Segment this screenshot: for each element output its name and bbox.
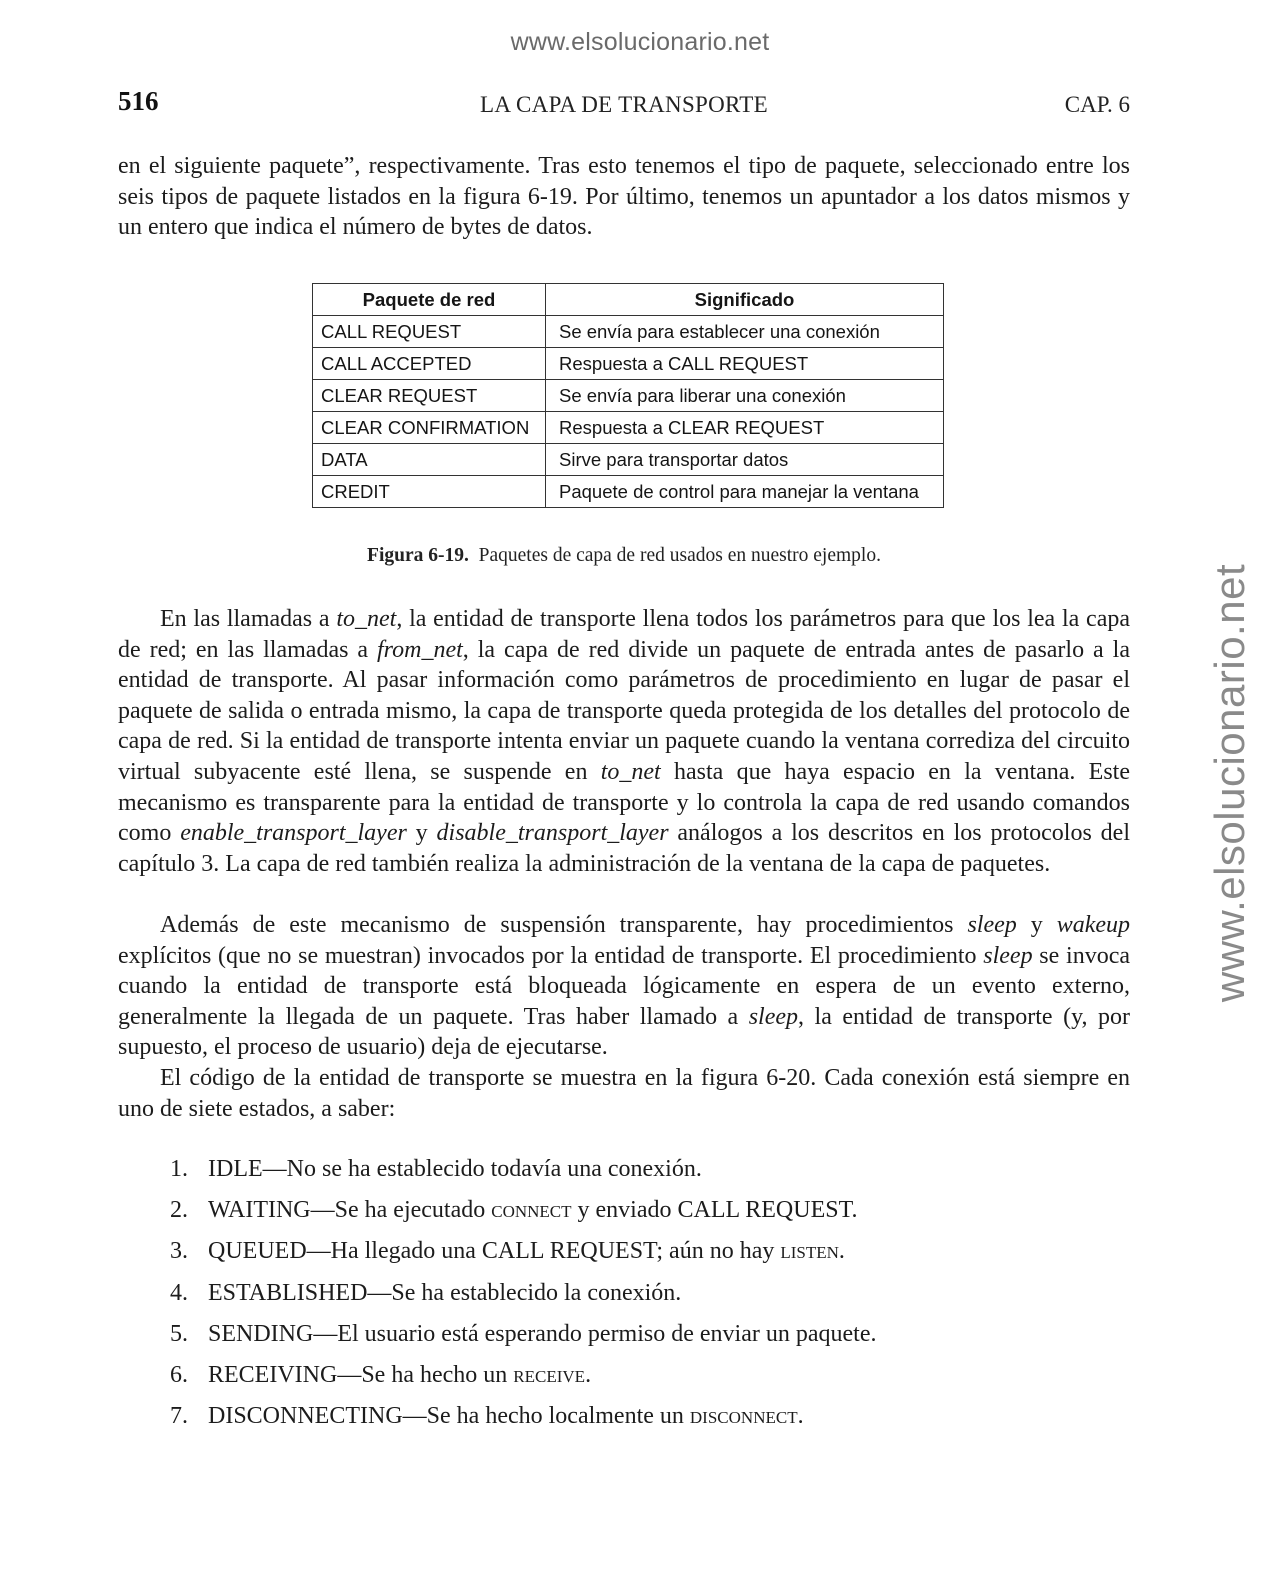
body-paragraph-1	[118, 604, 1130, 879]
text-run: SENDING—El usuario está esperando permiso de enviar un paquete.	[208, 1320, 877, 1347]
table-cell-packet: CLEAR CONFIRMATION	[313, 412, 546, 444]
table-cell-meaning: Se envía para establecer una conexión	[546, 316, 944, 348]
body-paragraph-3: El código de la entidad de transporte se muestra en la figura 6-20. Cada conexión está siempre en uno de siete estados, a saber:	[118, 1065, 1130, 1122]
list-number: 7.	[170, 1403, 188, 1430]
list-number: 5.	[170, 1320, 188, 1347]
text-run: ESTABLISHED—Se ha establecido la conexión.	[208, 1279, 682, 1306]
list-number: 6.	[170, 1361, 188, 1388]
table-header-cell: Significado	[546, 284, 944, 316]
running-title: LA CAPA DE TRANSPORTE	[479, 92, 769, 117]
list-item	[170, 1278, 876, 1319]
figure-label: Figura 6-19.	[367, 545, 469, 566]
list-item	[170, 1195, 876, 1236]
text-run: QUEUED—Ha llegado una CALL REQUEST; aún no hay	[208, 1238, 781, 1265]
packet-table-container	[312, 283, 944, 508]
list-item	[170, 1319, 876, 1360]
small-caps-term: connect	[491, 1197, 572, 1224]
list-item	[170, 1360, 876, 1401]
table-row	[313, 316, 944, 348]
text-run: análogos a los descritos en los protocolos del capítulo 3. La capa de red también realiza la administración de la ventana de la capa de paquetes.	[118, 820, 1130, 877]
table-row	[313, 380, 944, 412]
text-run: , la entidad de transporte (y, por supuesto, el proceso de usuario) deja de ejecutarse.	[118, 1003, 1130, 1061]
code-term: from_net	[377, 636, 463, 663]
page-number: 516	[118, 86, 159, 116]
table-cell-meaning: Paquete de control para manejar la ventana	[546, 476, 944, 508]
chapter-label: CAP. 6	[1064, 92, 1130, 117]
code-term: sleep	[748, 1003, 799, 1030]
text-run: RECEIVING—Se ha hecho un	[208, 1361, 514, 1388]
table-cell-packet: DATA	[313, 444, 546, 476]
text-run: IDLE—No se ha establecido todavía una conexión.	[208, 1156, 702, 1182]
text-run: y	[1016, 912, 1057, 938]
packet-table	[312, 283, 944, 508]
table-header-row	[313, 284, 944, 316]
intro-paragraph: en el siguiente paquete”, respectivamente. Tras esto tenemos el tipo de paquete, seleccionado entre los seis tipos de paquete listados en la figura 6-19. Por último, tenemos un apuntador a los datos mismos y un entero que indica el número de bytes de datos.	[118, 153, 1130, 241]
table-row	[313, 444, 944, 476]
code-term: to_net	[600, 758, 661, 785]
small-caps-term: disconnect	[689, 1403, 798, 1430]
table-cell-packet: CREDIT	[313, 476, 546, 508]
table-cell-meaning: Respuesta a CALL REQUEST	[546, 348, 944, 380]
table-cell-packet: CLEAR REQUEST	[313, 380, 546, 412]
list-item	[170, 1236, 876, 1277]
code-term: disable_transport_layer	[436, 820, 669, 847]
table-cell-meaning: Se envía para liberar una conexión	[546, 380, 944, 412]
text-run: .	[838, 1238, 845, 1265]
small-caps-term: receive	[513, 1361, 586, 1388]
table-row	[313, 348, 944, 380]
table-row	[313, 412, 944, 444]
text-run: DISCONNECTING—Se ha hecho localmente un	[208, 1403, 690, 1430]
list-item	[170, 1154, 876, 1195]
text-run: hasta que haya espacio en la ventana. Este mecanismo es transparente para la entidad de transporte y lo controla la capa de red usando comandos como	[118, 758, 1130, 847]
list-number: 4.	[170, 1279, 188, 1306]
text-run: WAITING—Se ha ejecutado	[208, 1197, 492, 1224]
table-cell-meaning: Respuesta a CLEAR REQUEST	[546, 412, 944, 444]
watermark-top: www.elsolucionario.net	[510, 28, 770, 56]
text-run: , la capa de red divide un paquete de entrada antes de pasarlo a la entidad de transporte. Al pasar información como parámetros de procedimiento en lugar de pasar el paquete de salida o entrada mismo, la capa de transporte queda protegida de los detalles del protocolo de capa de red. Si la entidad de transporte intenta enviar un paquete cuando la ventana corrediza del circuito virtual subyacente esté llena, se suspende en	[118, 636, 1130, 785]
table-row	[313, 476, 944, 508]
text-run: En las llamadas a	[160, 606, 337, 632]
figure-caption	[0, 545, 1248, 567]
text-run: .	[797, 1403, 804, 1430]
text-run: y enviado CALL REQUEST.	[571, 1197, 858, 1224]
states-list	[170, 1154, 876, 1442]
table-cell-packet: CALL ACCEPTED	[313, 348, 546, 380]
list-number: 1.	[170, 1156, 188, 1182]
small-caps-term: listen	[780, 1238, 839, 1265]
code-term: sleep	[967, 912, 1017, 938]
text-run: se invoca cuando la entidad de transporte está bloqueada lógicamente en espera de un evento externo, generalmente la llegada de un paquete. Tras haber llamado a	[118, 942, 1131, 1030]
watermark-side: www.elsolucionario.net	[1206, 563, 1253, 1003]
table-cell-meaning: Sirve para transportar datos	[546, 444, 944, 476]
table-header-cell: Paquete de red	[313, 284, 546, 316]
text-run: explícitos (que no se muestran) invocados por la entidad de transporte. El procedimiento	[118, 942, 984, 969]
list-number: 3.	[170, 1238, 188, 1265]
text-run: .	[585, 1361, 592, 1388]
code-term: sleep	[983, 942, 1033, 969]
text-run: , la entidad de transporte llena todos los parámetros para que los lea la capa de red; en las llamadas a	[118, 606, 1130, 663]
code-term: enable_transport_layer	[180, 820, 407, 847]
code-term: wakeup	[1056, 912, 1131, 938]
figure-caption-text: Paquetes de capa de red usados en nuestro ejemplo.	[478, 545, 881, 566]
body-paragraph-2	[118, 910, 1130, 1063]
table-cell-packet: CALL REQUEST	[313, 316, 546, 348]
code-term: to_net	[336, 606, 397, 632]
text-run: y	[406, 820, 437, 847]
list-number: 2.	[170, 1197, 188, 1224]
text-run: Además de este mecanismo de suspensión transparente, hay procedimientos	[160, 912, 968, 938]
list-item	[170, 1401, 876, 1442]
